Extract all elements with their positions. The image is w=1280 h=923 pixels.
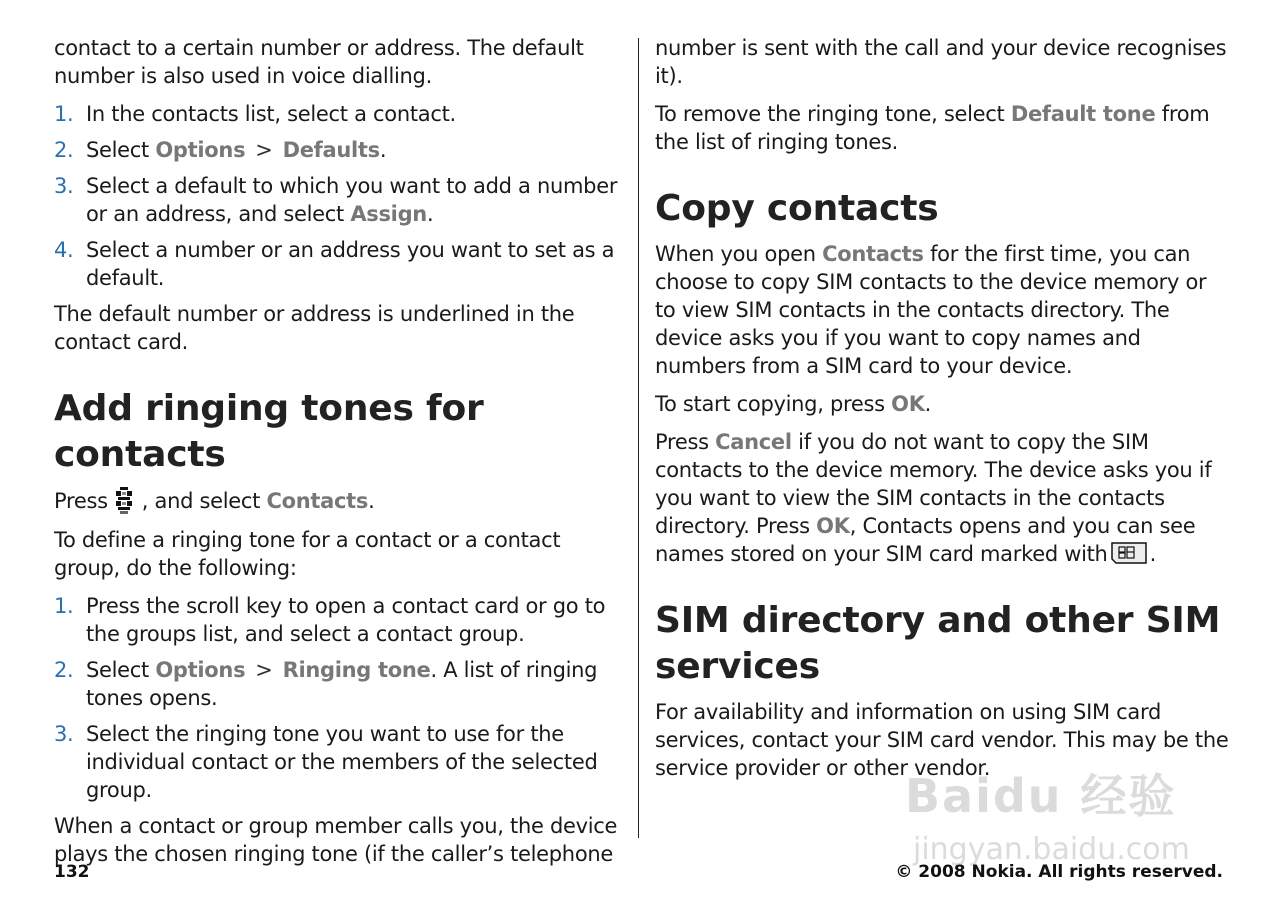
list-item: [54, 172, 626, 228]
ok-keyword: OK: [891, 392, 925, 416]
cancel-text: , Contacts opens and you can see names stored on your SIM card marked with: [655, 514, 1196, 566]
page-number: 132: [54, 862, 90, 882]
step-text: Select: [86, 138, 156, 162]
continued-paragraph: number is sent with the call and your device recognises it).: [655, 36, 1227, 88]
default-tone-keyword: Default tone: [1010, 102, 1156, 126]
column-divider: [638, 38, 639, 838]
cancel-keyword: Cancel: [715, 430, 792, 454]
press-text: Press: [54, 489, 108, 513]
start-text: To start copying, press: [655, 392, 892, 416]
copy-paragraph: [655, 240, 1230, 380]
intro-paragraph: contact to a certain number or address. The default number is also used in voice dialling.: [54, 36, 584, 88]
cancel-text: Press: [655, 430, 716, 454]
copy-text: When you open: [655, 242, 823, 266]
start-copying-paragraph: [655, 390, 1230, 418]
remove-text: To remove the ringing tone, select: [655, 102, 1011, 126]
list-item: [54, 236, 626, 292]
step-number: 2.: [54, 138, 74, 162]
list-item: [54, 592, 626, 648]
cancel-paragraph: [655, 428, 1230, 568]
defaults-keyword: Defaults: [282, 138, 380, 162]
start-text-end: .: [924, 392, 932, 416]
press-text: , and select: [141, 489, 267, 513]
assign-keyword: Assign: [350, 202, 427, 226]
ok-keyword: OK: [816, 514, 850, 538]
define-paragraph: To define a ringing tone for a contact or a contact group, do the following:: [54, 528, 561, 580]
list-item: [54, 656, 626, 712]
copy-text-end: for the first time, you can choose to copy SIM contacts to the device memory or to view SIM contacts in the contacts directory. The device asks you if you want to copy names and numbers from a SIM card to your device.: [655, 242, 1207, 378]
list-item: [54, 136, 626, 164]
section-heading-ringing-tones: Add ringing tones for contacts: [54, 388, 484, 475]
underline-note: The default number or address is underlined in the contact card.: [54, 302, 575, 354]
section-heading-sim-directory: SIM directory and other SIM services: [655, 600, 1221, 687]
menu-separator: >: [255, 138, 273, 162]
step-number: 4.: [54, 238, 74, 262]
contacts-keyword: Contacts: [822, 242, 924, 266]
options-keyword: Options: [155, 138, 246, 162]
press-text-end: .: [368, 489, 375, 513]
watermark-url: jingyan.baidu.com: [913, 832, 1190, 867]
menu-separator: >: [255, 658, 273, 682]
sim-card-icon: [1110, 541, 1148, 565]
step-text: In the contacts list, select a contact.: [86, 102, 456, 126]
step-text: Select a number or an address you want to set as a default.: [86, 238, 615, 290]
step-number: 1.: [54, 594, 74, 618]
step-number: 3.: [54, 722, 74, 746]
cancel-text-end: .: [1149, 542, 1156, 566]
options-keyword: Options: [155, 658, 246, 682]
step-text: Press the scroll key to open a contact card or go to the groups list, and select a contact group.: [86, 594, 606, 646]
list-item: [54, 720, 626, 804]
defaults-steps-list: [54, 100, 626, 292]
step-text-end: .: [426, 202, 434, 226]
sim-services-paragraph: For availability and information on using SIM card services, contact your SIM card vendor. This may be the service provider or other vendor.: [655, 700, 1229, 780]
step-number: 2.: [54, 658, 74, 682]
closing-paragraph: When a contact or group member calls you, the device plays the chosen ringing tone (if the caller’s telephone: [54, 814, 618, 866]
step-text: Select: [86, 658, 156, 682]
step-number: 1.: [54, 102, 74, 126]
left-column: [54, 34, 626, 878]
watermark-brand: Baidu 经验: [905, 769, 1177, 823]
contacts-keyword: Contacts: [266, 489, 369, 513]
section-heading-copy-contacts: Copy contacts: [655, 188, 939, 229]
step-text-end: .: [379, 138, 387, 162]
list-item: [54, 100, 626, 128]
press-instruction: [54, 486, 626, 516]
cancel-text: if you do not want to copy the SIM contacts to the device memory. The device asks you if you want to view the SIM contacts in the contacts directory. Press: [655, 430, 1212, 538]
ringing-steps-list: [54, 592, 626, 804]
remove-tone-paragraph: [655, 100, 1230, 156]
step-text: Select a default to which you want to add a number or an address, and select: [86, 174, 618, 226]
menu-key-icon: [114, 486, 136, 516]
copyright-notice: © 2008 Nokia. All rights reserved.: [895, 862, 1223, 882]
ringing-tone-keyword: Ringing tone: [282, 658, 431, 682]
remove-text-end: from the list of ringing tones.: [655, 102, 1210, 154]
step-text: Select the ringing tone you want to use for the individual contact or the members of the selected group.: [86, 722, 598, 802]
right-column: [655, 34, 1230, 792]
step-text-end: . A list of ringing tones opens.: [86, 658, 598, 710]
step-number: 3.: [54, 174, 74, 198]
